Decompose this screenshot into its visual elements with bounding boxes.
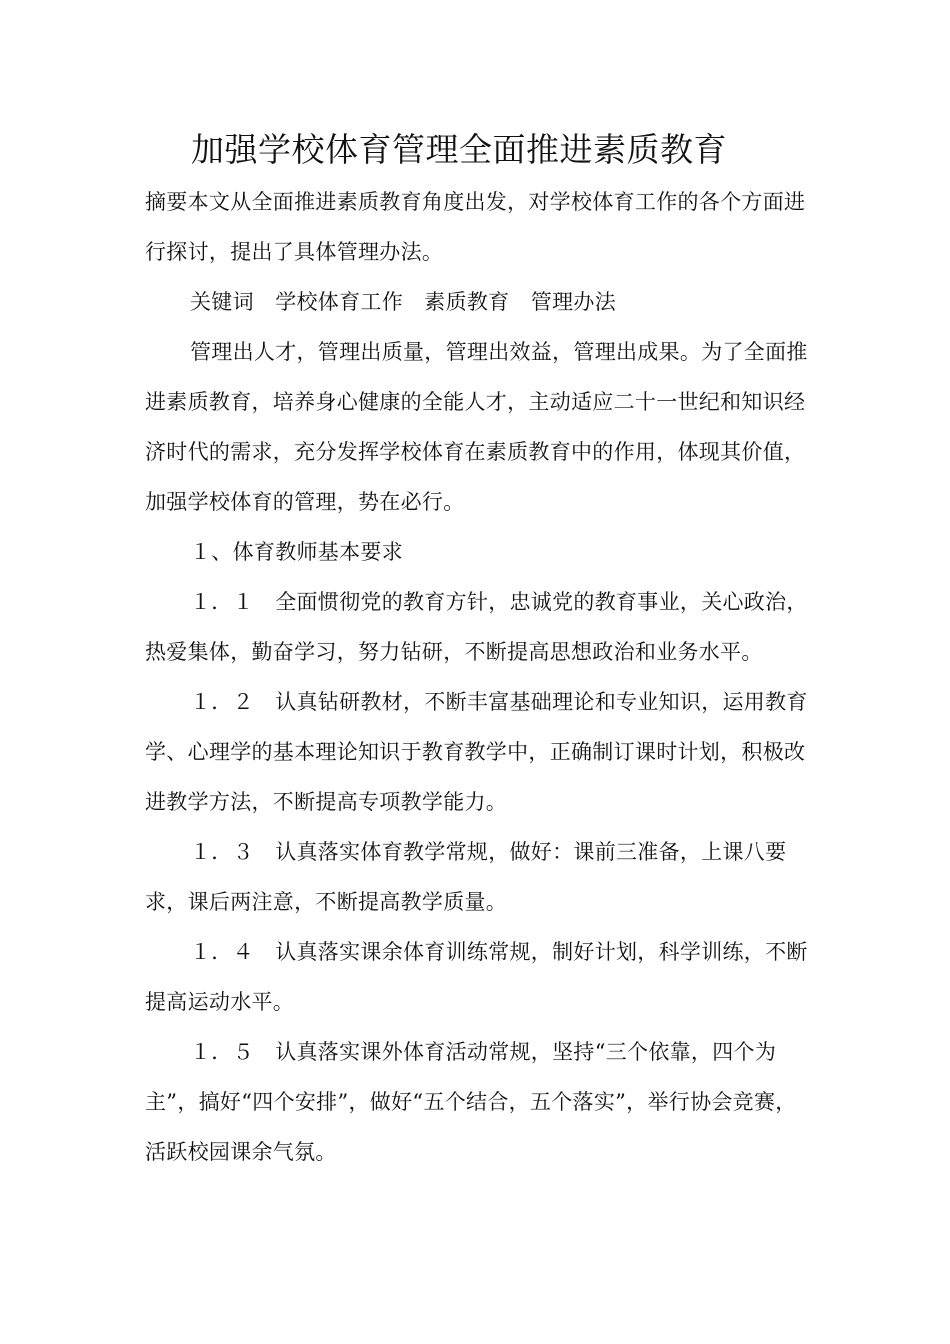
section-heading: １、体育教师基本要求 (190, 540, 403, 564)
intro-paragraph: 管理出人才，管理出质量，管理出效益，管理出成果。为了全面推进素质教育，培养身心健康的全能人才，主动适应二十一世纪和知识经济时代的需求，充分发挥学校体育在素质教育中的作用，体现其价值，加强学校体育的管理，势在必行。 (145, 340, 808, 514)
document-body (145, 177, 810, 1177)
requirement-item: １．１ 全面惯彻党的教育方针，忠诚党的教育事业，关心政治，热爱集体，勤奋学习，努力钻研，不断提高思想政治和业务水平。 (145, 590, 808, 664)
requirement-item: １．２ 认真钻研教材，不断丰富基础理论和专业知识，运用教育学、心理学的基本理论知识于教育教学中，正确制订课时计划，积极改进教学方法，不断提高专项教学能力。 (145, 690, 808, 814)
requirement-item: １．５ 认真落实课外体育活动常规，坚持“三个依靠，四个为主”，搞好“四个安排”，做好“五个结合，五个落实”，举行协会竞赛，活跃校园课余气氛。 (145, 1040, 797, 1164)
abstract-paragraph: 摘要本文从全面推进素质教育角度出发，对学校体育工作的各个方面进行探讨，提出了具体管理办法。 (145, 190, 806, 264)
document-title: 加强学校体育管理全面推进素质教育 (191, 130, 727, 169)
requirement-item: １．３ 认真落实体育教学常规，做好：课前三准备，上课八要求，课后两注意，不断提高教学质量。 (145, 840, 787, 914)
requirement-item: １．４ 认真落实课余体育训练常规，制好计划，科学训练，不断提高运动水平。 (145, 940, 808, 1014)
keywords-paragraph: 关键词 学校体育工作 素质教育 管理办法 (190, 290, 616, 314)
